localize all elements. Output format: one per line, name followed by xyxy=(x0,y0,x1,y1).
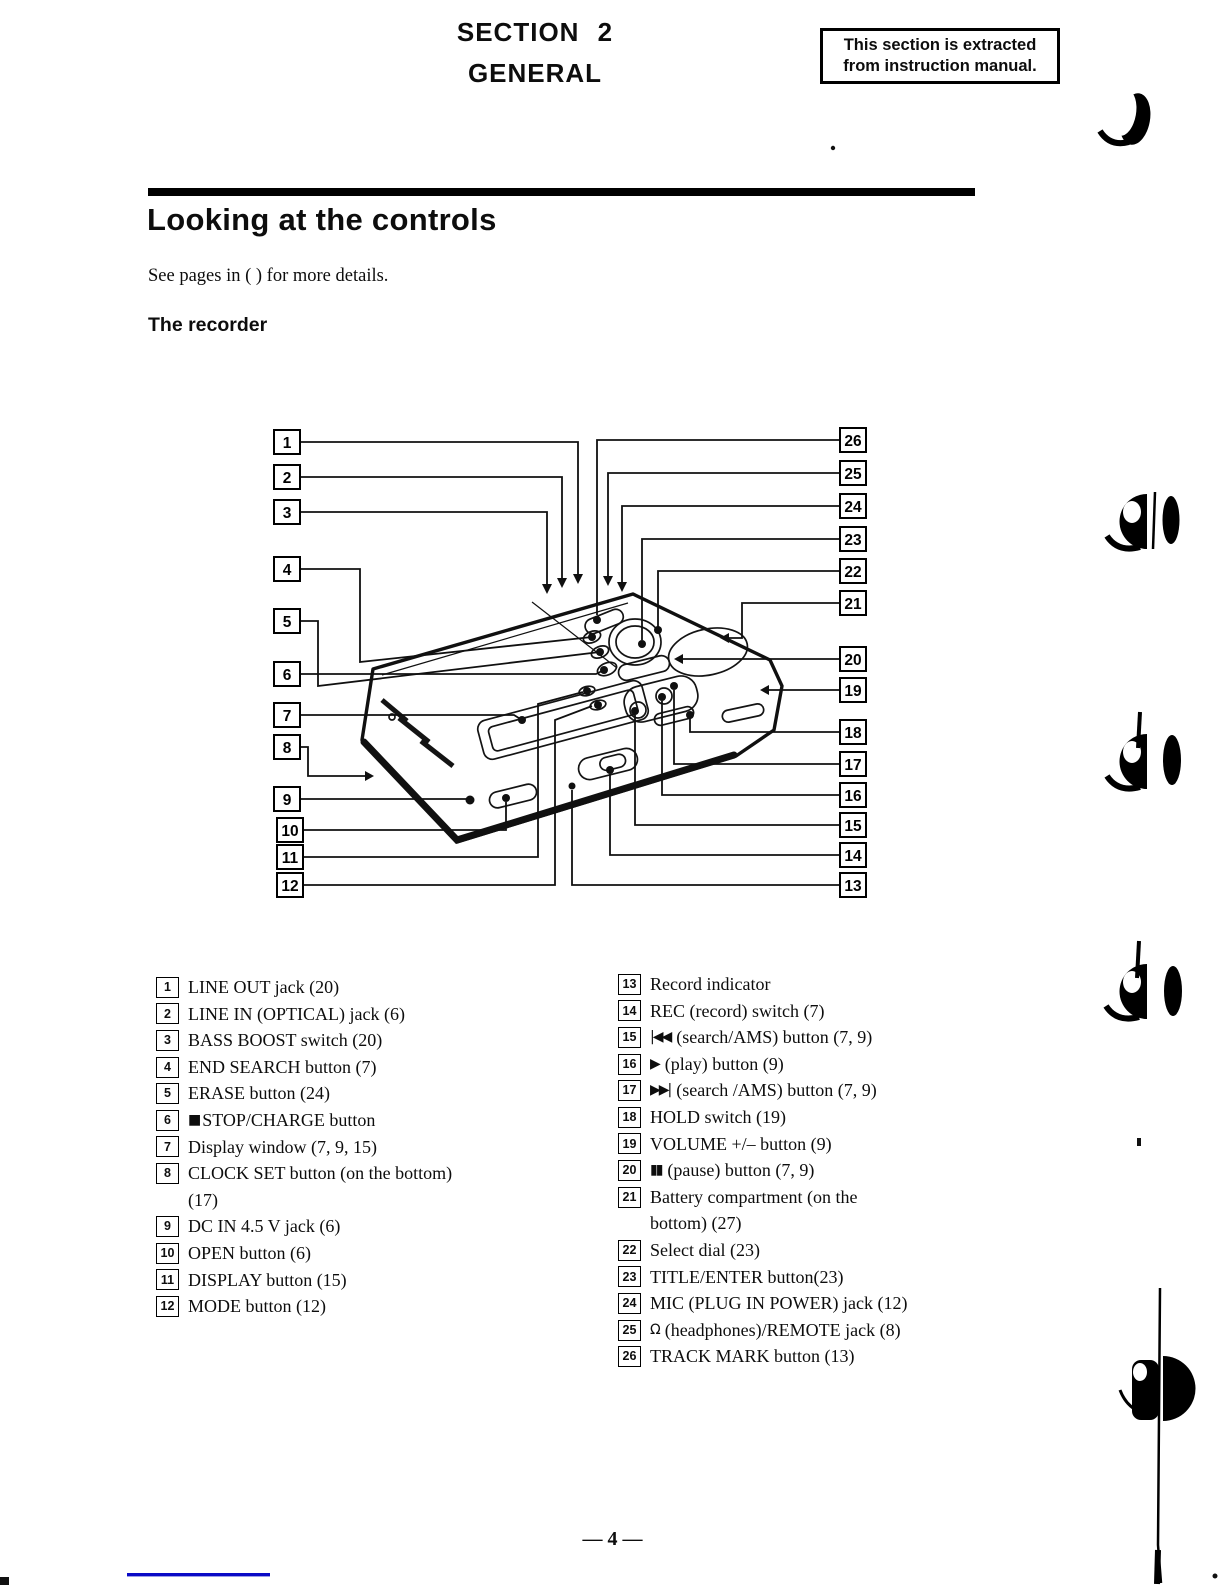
svg-text:4: 4 xyxy=(282,562,292,579)
legend-text: (search /AMS) button (7, 9) xyxy=(676,1080,877,1101)
legend-num-15: 15 xyxy=(618,1027,641,1048)
legend-text: ERASE button (24) xyxy=(188,1083,330,1104)
svg-text:24: 24 xyxy=(844,499,862,516)
legend-num-24: 24 xyxy=(618,1293,641,1314)
legend-item-3 xyxy=(156,1027,611,1054)
note-box: This section is extracted from instruction manual. xyxy=(820,28,1060,84)
previous-track-icon: |◀◀ xyxy=(650,1029,671,1046)
legend-num-22: 22 xyxy=(618,1240,641,1261)
legend-text: bottom) (27) xyxy=(650,1213,742,1234)
legend-num-20: 20 xyxy=(618,1160,641,1181)
legend-text: DISPLAY button (15) xyxy=(188,1269,347,1290)
legend-text: Display window (7, 9, 15) xyxy=(188,1136,377,1157)
legend-text: REC (record) switch (7) xyxy=(650,1000,825,1021)
legend-item-2 xyxy=(156,1001,611,1028)
legend-num-6: 6 xyxy=(156,1110,179,1131)
svg-text:9: 9 xyxy=(282,792,292,809)
legend-num-16: 16 xyxy=(618,1054,641,1075)
blue-underline-mark xyxy=(127,1573,270,1576)
callout-box-17 xyxy=(840,752,866,776)
svg-text:25: 25 xyxy=(844,466,862,483)
scan-artifact-1 xyxy=(1100,88,1154,147)
section-number: SECTION 2 xyxy=(456,17,614,47)
legend-text: (17) xyxy=(188,1189,218,1210)
callout-box-20 xyxy=(840,647,866,671)
legend-right-column xyxy=(618,971,1118,1370)
legend-item-15 xyxy=(618,1024,1118,1051)
legend-item-26 xyxy=(618,1343,1118,1370)
callout-box-11 xyxy=(277,845,303,869)
callout-box-4 xyxy=(274,557,300,581)
legend-item-22 xyxy=(618,1237,1118,1264)
svg-text:1: 1 xyxy=(282,435,292,452)
legend-num-4: 4 xyxy=(156,1057,179,1078)
legend-item-25 xyxy=(618,1317,1118,1344)
callout-box-8 xyxy=(274,735,300,759)
legend-text: LINE IN (OPTICAL) jack (6) xyxy=(188,1003,405,1024)
svg-text:8: 8 xyxy=(282,740,292,757)
legend-item-12 xyxy=(156,1293,611,1320)
svg-text:12: 12 xyxy=(281,878,299,895)
legend-text: LINE OUT jack (20) xyxy=(188,977,340,997)
legend-text: OPEN button (6) xyxy=(188,1242,311,1263)
svg-text:17: 17 xyxy=(844,757,862,774)
legend-num-3: 3 xyxy=(156,1030,179,1051)
legend-num-1: 1 xyxy=(156,977,179,998)
callout-box-13 xyxy=(840,873,866,897)
legend-text: HOLD switch (19) xyxy=(650,1106,786,1127)
callout-box-2 xyxy=(274,465,300,489)
legend-item-16 xyxy=(618,1051,1118,1078)
svg-text:16: 16 xyxy=(844,788,862,805)
scan-artifact-3 xyxy=(1107,712,1181,789)
callout-box-23 xyxy=(840,527,866,551)
legend-num-5: 5 xyxy=(156,1083,179,1104)
callout-box-26 xyxy=(840,428,866,452)
svg-text:14: 14 xyxy=(844,848,862,865)
svg-text:26: 26 xyxy=(844,433,862,450)
legend-num-8: 8 xyxy=(156,1163,179,1184)
legend-num-12: 12 xyxy=(156,1296,179,1317)
svg-text:5: 5 xyxy=(282,614,292,631)
callout-box-21 xyxy=(840,591,866,615)
play-icon: ▶ xyxy=(650,1055,659,1072)
legend-item-23 xyxy=(618,1264,1118,1291)
legend-item-8 xyxy=(156,1160,611,1187)
callout-box-24 xyxy=(840,494,866,518)
svg-text:23: 23 xyxy=(844,532,862,549)
legend-text: TITLE/ENTER button(23) xyxy=(650,1266,844,1287)
callout-box-9 xyxy=(274,787,300,811)
svg-text:11: 11 xyxy=(281,850,299,867)
legend-num-19: 19 xyxy=(618,1133,641,1154)
recorder-diagram xyxy=(270,424,880,914)
rec-switch-shape xyxy=(576,746,640,782)
legend-text: (pause) button (7, 9) xyxy=(667,1160,815,1181)
legend-item-6 xyxy=(156,1107,611,1134)
pause-icon: ▮▮ xyxy=(650,1162,662,1179)
legend-text: Record indicator xyxy=(650,974,771,994)
legend-item-14 xyxy=(618,998,1118,1025)
legend-text: END SEARCH button (7) xyxy=(188,1056,377,1077)
callout-box-7 xyxy=(274,703,300,727)
legend-num-18: 18 xyxy=(618,1107,641,1128)
legend-item-21-cont xyxy=(618,1210,1118,1237)
svg-text:2: 2 xyxy=(282,470,292,487)
callout-box-15 xyxy=(840,813,866,837)
callout-box-14 xyxy=(840,843,866,867)
legend-num-7: 7 xyxy=(156,1136,179,1157)
legend-item-11 xyxy=(156,1267,611,1294)
callout-box-22 xyxy=(840,559,866,583)
legend-text: BASS BOOST switch (20) xyxy=(188,1030,383,1051)
page-number: — 4 — xyxy=(582,1528,643,1550)
legend-text: STOP/CHARGE button xyxy=(202,1109,376,1130)
volume-button-shape xyxy=(721,703,765,723)
legend-left-column xyxy=(156,974,611,1320)
svg-text:7: 7 xyxy=(282,708,292,725)
legend-num-23: 23 xyxy=(618,1266,641,1287)
legend-item-18 xyxy=(618,1104,1118,1131)
legend-num-14: 14 xyxy=(618,1000,641,1021)
stop-icon: ■ xyxy=(188,1111,202,1128)
open-button-shape xyxy=(488,782,538,809)
subtitle: See pages in ( ) for more details. xyxy=(148,266,389,286)
svg-text:22: 22 xyxy=(844,564,862,581)
legend-num-9: 9 xyxy=(156,1216,179,1237)
legend-num-17: 17 xyxy=(618,1080,641,1101)
callout-box-12 xyxy=(277,873,303,897)
svg-text:20: 20 xyxy=(844,652,862,669)
legend-text: (play) button (9) xyxy=(664,1053,784,1074)
section-rule xyxy=(148,188,975,196)
legend-num-13: 13 xyxy=(618,974,641,995)
legend-item-19 xyxy=(618,1131,1118,1158)
svg-text:21: 21 xyxy=(844,596,862,613)
legend-item-13 xyxy=(618,971,1118,998)
legend-num-10: 10 xyxy=(156,1243,179,1264)
legend-text: VOLUME +/– button (9) xyxy=(650,1133,832,1154)
legend-text: TRACK MARK button (13) xyxy=(650,1346,855,1367)
callout-box-18 xyxy=(840,720,866,744)
legend-text: Select dial (23) xyxy=(650,1239,760,1260)
legend-text: (search/AMS) button (7, 9) xyxy=(676,1027,873,1048)
svg-text:19: 19 xyxy=(844,683,862,700)
legend-item-9 xyxy=(156,1213,611,1240)
callout-box-5 xyxy=(274,609,300,633)
legend-item-24 xyxy=(618,1290,1118,1317)
legend-text: Battery compartment (on the xyxy=(650,1186,858,1207)
legend-text: MIC (PLUG IN POWER) jack (12) xyxy=(650,1293,908,1314)
headphones-icon: Ω xyxy=(650,1321,659,1338)
legend-item-7 xyxy=(156,1134,611,1161)
svg-text:6: 6 xyxy=(282,667,292,684)
section-header xyxy=(405,12,665,94)
legend-num-11: 11 xyxy=(156,1269,179,1290)
next-track-icon: ▶▶| xyxy=(650,1082,671,1099)
legend-item-4 xyxy=(156,1054,611,1081)
callout-box-19 xyxy=(840,678,866,702)
page-title: Looking at the controls xyxy=(147,202,497,237)
callout-box-25 xyxy=(840,461,866,485)
legend-item-5 xyxy=(156,1080,611,1107)
legend-item-17 xyxy=(618,1077,1118,1104)
legend-num-21: 21 xyxy=(618,1187,641,1208)
pause-button-shape xyxy=(617,654,671,682)
legend-item-10 xyxy=(156,1240,611,1267)
svg-text:15: 15 xyxy=(844,818,862,835)
svg-text:18: 18 xyxy=(844,725,862,742)
legend-num-25: 25 xyxy=(618,1320,641,1341)
svg-text:3: 3 xyxy=(282,505,292,522)
legend-num-2: 2 xyxy=(156,1003,179,1024)
callout-box-1 xyxy=(274,430,300,454)
callout-box-16 xyxy=(840,783,866,807)
legend-item-8-cont xyxy=(156,1187,611,1214)
legend-num-26: 26 xyxy=(618,1346,641,1367)
callout-box-3 xyxy=(274,500,300,524)
callout-box-10 xyxy=(277,818,303,842)
scan-artifact-2 xyxy=(1107,492,1180,549)
section-name: GENERAL xyxy=(467,58,603,88)
callout-lines xyxy=(300,440,840,885)
legend-text: DC IN 4.5 V jack (6) xyxy=(188,1216,341,1237)
legend-text: MODE button (12) xyxy=(188,1296,326,1317)
legend-text: CLOCK SET button (on the bottom) xyxy=(188,1163,453,1184)
callout-box-6 xyxy=(274,662,300,686)
legend-item-1 xyxy=(156,974,611,1001)
legend-item-21 xyxy=(618,1184,1118,1211)
diagram-label: The recorder xyxy=(148,314,268,336)
side-jacks xyxy=(382,700,453,766)
svg-text:13: 13 xyxy=(844,878,862,895)
legend-text: (headphones)/REMOTE jack (8) xyxy=(664,1319,901,1340)
svg-text:10: 10 xyxy=(281,823,299,840)
legend-item-20 xyxy=(618,1157,1118,1184)
